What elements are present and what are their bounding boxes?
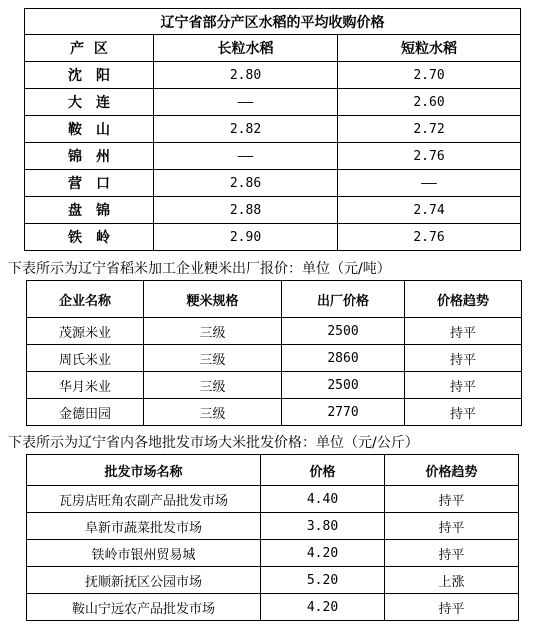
table-row	[27, 399, 522, 426]
table-row	[27, 513, 519, 540]
region-cell: 鞍山	[25, 116, 154, 143]
header-short-grain: 短粒水稻	[338, 35, 521, 62]
rice-purchase-price-table	[24, 8, 521, 251]
price-cell: 2500	[282, 372, 405, 399]
header-market: 批发市场名称	[27, 455, 261, 486]
table-row	[27, 486, 519, 513]
table-row	[25, 116, 521, 143]
long-grain-price: 2.88	[154, 197, 338, 224]
trend-cell: 持平	[405, 345, 522, 372]
market-cell: 鞍山宁远农产品批发市场	[27, 594, 261, 621]
short-grain-price: 2.76	[338, 143, 521, 170]
grade-cell: 三级	[144, 372, 282, 399]
table-row	[25, 62, 521, 89]
price-cell: 2500	[282, 318, 405, 345]
table-row	[25, 170, 521, 197]
mill-price-table	[26, 280, 522, 426]
short-grain-price: 2.74	[338, 197, 521, 224]
price-cell: 4.20	[261, 594, 385, 621]
table3-caption: 下表所示为辽宁省内各地批发市场大米批发价格：单位（元/公斤）	[8, 435, 419, 451]
grade-cell: 三级	[144, 318, 282, 345]
market-cell: 阜新市蔬菜批发市场	[27, 513, 261, 540]
short-grain-price: 2.72	[338, 116, 521, 143]
header-trend: 价格趋势	[385, 455, 519, 486]
table-row	[25, 197, 521, 224]
table-row	[27, 567, 519, 594]
grade-cell: 三级	[144, 399, 282, 426]
region-cell: 盘锦	[25, 197, 154, 224]
table1-title: 辽宁省部分产区水稻的平均收购价格	[25, 9, 521, 35]
long-grain-price: 2.80	[154, 62, 338, 89]
long-grain-price: ——	[154, 143, 338, 170]
table-row	[27, 318, 522, 345]
price-cell: 2860	[282, 345, 405, 372]
header-long-grain: 长粒水稻	[154, 35, 338, 62]
table1-header-row	[25, 35, 521, 62]
region-cell: 大连	[25, 89, 154, 116]
table2-caption: 下表所示为辽宁省稻米加工企业粳米出厂报价：单位（元/吨）	[8, 261, 391, 277]
trend-cell: 持平	[385, 486, 519, 513]
region-cell: 营口	[25, 170, 154, 197]
company-cell: 周氏米业	[27, 345, 144, 372]
company-cell: 金德田园	[27, 399, 144, 426]
trend-cell: 持平	[385, 594, 519, 621]
trend-cell: 持平	[385, 540, 519, 567]
table-row	[25, 143, 521, 170]
table-row	[27, 345, 522, 372]
trend-cell: 持平	[405, 399, 522, 426]
market-cell: 铁岭市银州贸易城	[27, 540, 261, 567]
header-factory-price: 出厂价格	[282, 281, 405, 318]
table-row	[27, 540, 519, 567]
region-cell: 铁岭	[25, 224, 154, 251]
table-row	[27, 372, 522, 399]
table-row	[25, 224, 521, 251]
table-row	[25, 89, 521, 116]
price-cell: 3.80	[261, 513, 385, 540]
long-grain-price: 2.90	[154, 224, 338, 251]
trend-cell: 持平	[385, 513, 519, 540]
long-grain-price: 2.86	[154, 170, 338, 197]
trend-cell: 上涨	[385, 567, 519, 594]
long-grain-price: 2.82	[154, 116, 338, 143]
short-grain-price: ——	[338, 170, 521, 197]
table3-header-row	[27, 455, 519, 486]
market-cell: 瓦房店旺角农副产品批发市场	[27, 486, 261, 513]
price-cell: 4.40	[261, 486, 385, 513]
long-grain-price: ——	[154, 89, 338, 116]
short-grain-price: 2.76	[338, 224, 521, 251]
short-grain-price: 2.70	[338, 62, 521, 89]
table2-header-row	[27, 281, 522, 318]
header-grade: 粳米规格	[144, 281, 282, 318]
price-cell: 2770	[282, 399, 405, 426]
trend-cell: 持平	[405, 318, 522, 345]
table-row	[27, 594, 519, 621]
region-cell: 沈阳	[25, 62, 154, 89]
trend-cell: 持平	[405, 372, 522, 399]
short-grain-price: 2.60	[338, 89, 521, 116]
market-cell: 抚顺新抚区公园市场	[27, 567, 261, 594]
company-cell: 华月米业	[27, 372, 144, 399]
company-cell: 茂源米业	[27, 318, 144, 345]
header-company: 企业名称	[27, 281, 144, 318]
price-cell: 5.20	[261, 567, 385, 594]
price-cell: 4.20	[261, 540, 385, 567]
grade-cell: 三级	[144, 345, 282, 372]
header-trend: 价格趋势	[405, 281, 522, 318]
header-price: 价格	[261, 455, 385, 486]
region-cell: 锦州	[25, 143, 154, 170]
wholesale-price-table	[26, 454, 519, 621]
header-region: 产 区	[25, 35, 154, 62]
